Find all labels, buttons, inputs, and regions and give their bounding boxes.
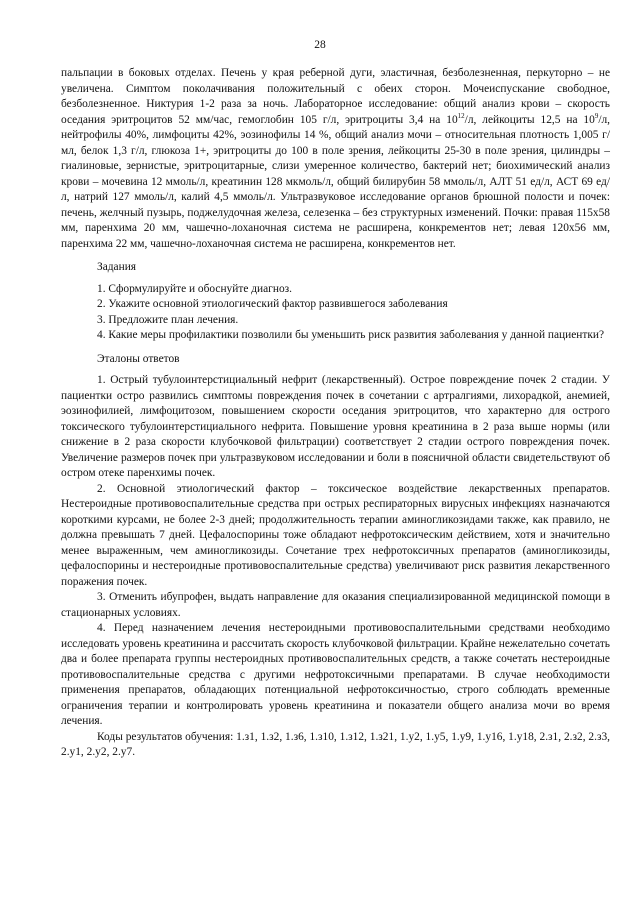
answer-1: 1. Острый тубулоинтерстициальный нефрит (лекарственный). Острое повреждение почек 2 стадии. У пациентки остро развились симптомы повреждения почек в сочетании с артралгиями, лихорадкой, анемией, эозинофилией, лимфоцитозом, повышением скорости оседания эритроцитов, что характерно для острого токсического тубулоинтерстициального нефрита. Повышение уровня креатинина в 2 раза выше нормы (или снижение в 2 раза скорости клубочковой фильтрации) соответствует 2 стадии острого повреждения почек. Увеличение размеров почек при ультразвуковом исследовании и боли в поясничной области свидетельствуют об остром отеке паренхимы почек. (61, 374, 610, 479)
case-description (61, 66, 610, 252)
answer-2: 2. Основной этиологический фактор – токсическое воздействие лекарственных препаратов. Нестероидные противовоспалительные средства при острых респираторных вирусных инфекциях назначаются короткими курсами, не более 2-3 дней; продолжительность терапии аминогликозидами также, как правило, не должна превышать 7 дней. Цефалоспорины тоже обладают нефротоксическим действием, хотя и значительно менее выраженным, чем аминогликозиды. Сочетание трех нефротоксичных препаратов (аминогликозиды, цефалоспорины и нестероидные противовоспалительные средства) увеличивают риск развития лекарственного поражения почек. (61, 482, 610, 588)
page-number: 28 (314, 39, 326, 51)
learning-outcome-codes: Коды результатов обучения: 1.з1, 1.з2, 1.з6, 1.з10, 1.з12, 1.з21, 1.у2, 1.у5, 1.у9, 1.у16, 1.у18, 2.з1, 2.з2, 2.з3, 2.у1, 2.у2, 2.у7. (61, 730, 610, 758)
case-text-part-3: /л, нейтрофилы 40%, лимфоциты 42%, эозинофилы 14 %, общий анализ мочи – относительная плотность 1,005 г/мл, белок 1,3 г/л, глюкоза 1+, эритроциты до 100 в поле зрения, лейкоциты 25-30 в поле зрения, цилиндры – гиалиновые, зернистые, эритроцитарные, слизи умеренное количество, бактерий нет; биохимический анализ крови – мочевина 12 ммоль/л, креатинин 128 мкмоль/л, общий билирубин 58 ммоль/л, АЛТ 51 ед/л, АСТ 69 ед/л, натрий 127 ммоль/л, калий 4,5 ммоль/л. Ультразвуковое исследование органов брюшной полости и почек: печень, желчный пузырь, поджелудочная железа, селезенка – без структурных изменений. Почки: правая 115х58 мм, паренхима 20 мм, чашечно-лоханочная система не расширена, конкрементов нет; левая 120х56 мм, паренхима 22 мм, чашечно-лоханочная система не расширена, конкрементов нет. (61, 113, 611, 250)
case-text-part-1: пальпации в боковых отделах. Печень у края реберной дуги, эластичная, безболезненная, перкуторно – не увеличена. Симптом поколачивания положительный с обеих сторон. Мочеиспускание свободное, безболезненное. Никтурия 1-2 раза за ночь. Лабораторное исследование: общий анализ крови – скорость оседания эритроцитов 52 мм/час, гемоглобин 105 г/л, эритроциты 3,4 на 10 (61, 67, 610, 126)
case-text-part-2: /л, лейкоциты 12,5 на 10 (464, 113, 595, 126)
answer-4: 4. Перед назначением лечения нестероидными противовоспалительными средствами необходимо исследовать уровень креатинина и рассчитать скорость клубочковой фильтрации. Крайне нежелательно сочетать два и более препарата группы нестероидных противовоспалительных средств, а также сочетать нестероидные противовоспалительные средства с другими нефротоксичными препаратами. В случае необходимости применения препаратов, обладающих потенциальной нефротоксичностью, строго соблюдать временные ограничения терапии и контролировать уровень креатинина и показатели общего анализа мочи во время лечения. (61, 622, 610, 727)
exponent-9: 9 (594, 111, 599, 120)
task-item-3: 3. Предложите план лечения. (97, 313, 239, 326)
answer-3: 3. Отменить ибупрофен, выдать направление для оказания специализированной медицинской помощи в стационарных условиях. (61, 591, 610, 619)
page-content (61, 66, 610, 761)
tasks-heading: Задания (97, 261, 137, 273)
answers-heading: Эталоны ответов (97, 352, 180, 365)
task-item-4: 4. Какие меры профилактики позволили бы уменьшить риск развития заболевания у данной пациентки? (97, 329, 605, 341)
task-item-2: 2. Укажите основной этиологический фактор развившегося заболевания (97, 298, 448, 310)
task-item-1: 1. Сформулируйте и обоснуйте диагноз. (97, 282, 292, 295)
exponent-12: 12 (457, 111, 465, 120)
